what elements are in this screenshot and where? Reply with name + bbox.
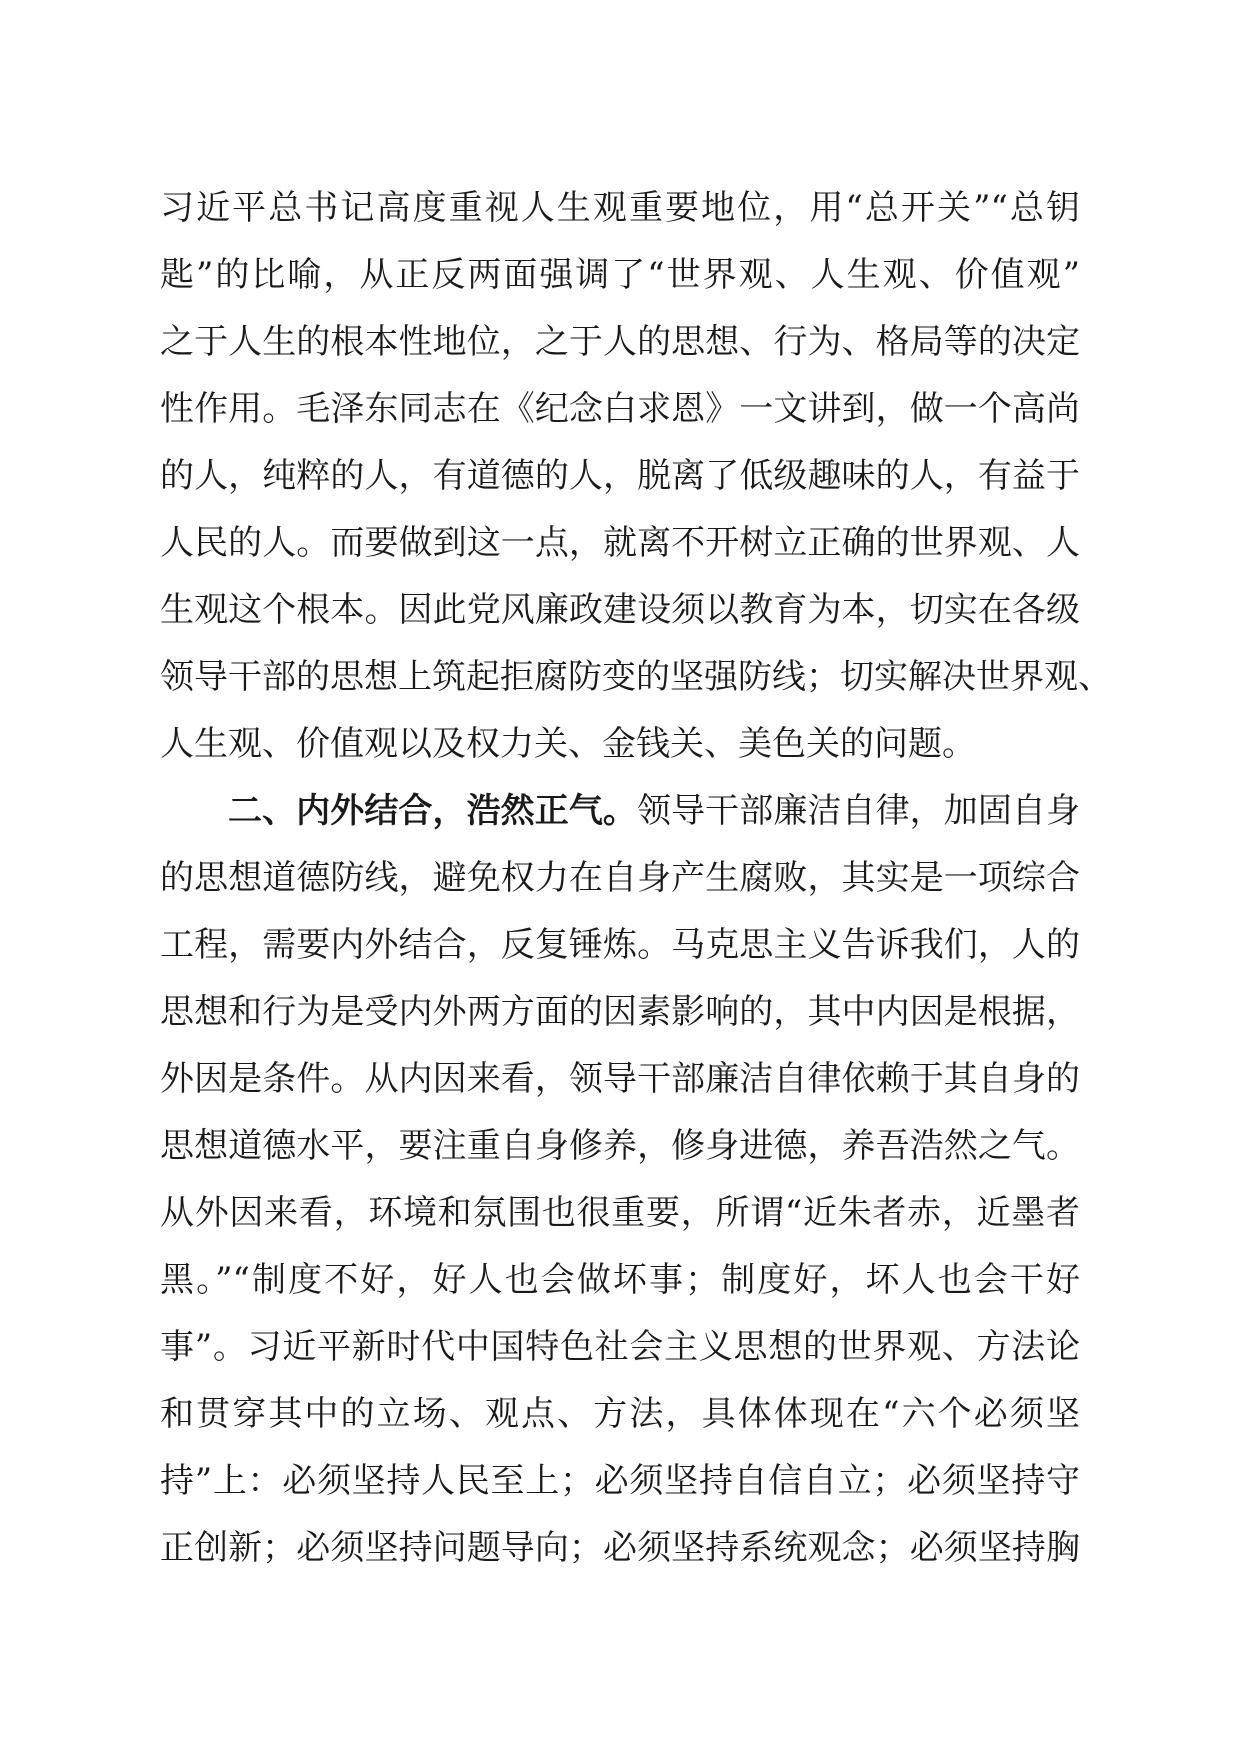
text-line: 黑。”“制度不好，好人也会做坏事；制度好，坏人也会干好 xyxy=(160,1260,1080,1300)
text-line: 之于人生的根本性地位，之于人的思想、行为、格局等的决定 xyxy=(160,322,1080,362)
text-line: 习近平总书记高度重视人生观重要地位，用“总开关”“总钥 xyxy=(160,188,1080,228)
text-line: 持”上：必须坚持人民至上；必须坚持自信自立；必须坚持守 xyxy=(160,1461,1080,1501)
document-body xyxy=(160,188,1112,1595)
text-line: 人生观、价值观以及权力关、金钱关、美色关的问题。 xyxy=(160,724,976,764)
text-line: 从外因来看，环境和氛围也很重要，所谓“近朱者赤，近墨者 xyxy=(160,1193,1080,1233)
text-line: 事”。习近平新时代中国特色社会主义思想的世界观、方法论 xyxy=(160,1327,1080,1367)
text-line: 匙”的比喻，从正反两面强调了“世界观、人生观、价值观” xyxy=(160,255,1080,295)
section-heading-line xyxy=(160,791,1080,858)
text-line: 性作用。毛泽东同志在《纪念白求恩》一文讲到，做一个高尚 xyxy=(160,389,1080,429)
text-line: 思想道德水平，要注重自身修养，修身进德，养吾浩然之气。 xyxy=(160,1126,1080,1166)
text-line: 人民的人。而要做到这一点，就离不开树立正确的世界观、人 xyxy=(160,523,1080,563)
text-line: 正创新；必须坚持问题导向；必须坚持系统观念；必须坚持胸 xyxy=(160,1528,1080,1568)
text-line: 思想和行为是受内外两方面的因素影响的，其中内因是根据， xyxy=(160,992,1080,1032)
text-line: 工程，需要内外结合，反复锤炼。马克思主义告诉我们，人的 xyxy=(160,925,1080,965)
text-line: 的人，纯粹的人，有道德的人，脱离了低级趣味的人，有益于 xyxy=(160,456,1080,496)
text-line: 外因是条件。从内因来看，领导干部廉洁自律依赖于其自身的 xyxy=(160,1059,1080,1099)
section-heading: 二、内外结合，浩然正气。 xyxy=(228,791,637,831)
text-line: 和贯穿其中的立场、观点、方法，具体体现在“六个必须坚 xyxy=(160,1394,1080,1434)
text-segment: 领导干部廉洁自律，加固自身 xyxy=(637,791,1080,831)
text-line: 领导干部的思想上筑起拒腐防变的坚强防线；切实解决世界观、 xyxy=(160,657,1112,697)
text-line: 的思想道德防线，避免权力在自身产生腐败，其实是一项综合 xyxy=(160,858,1080,898)
text-line: 生观这个根本。因此党风廉政建设须以教育为本，切实在各级 xyxy=(160,590,1080,630)
